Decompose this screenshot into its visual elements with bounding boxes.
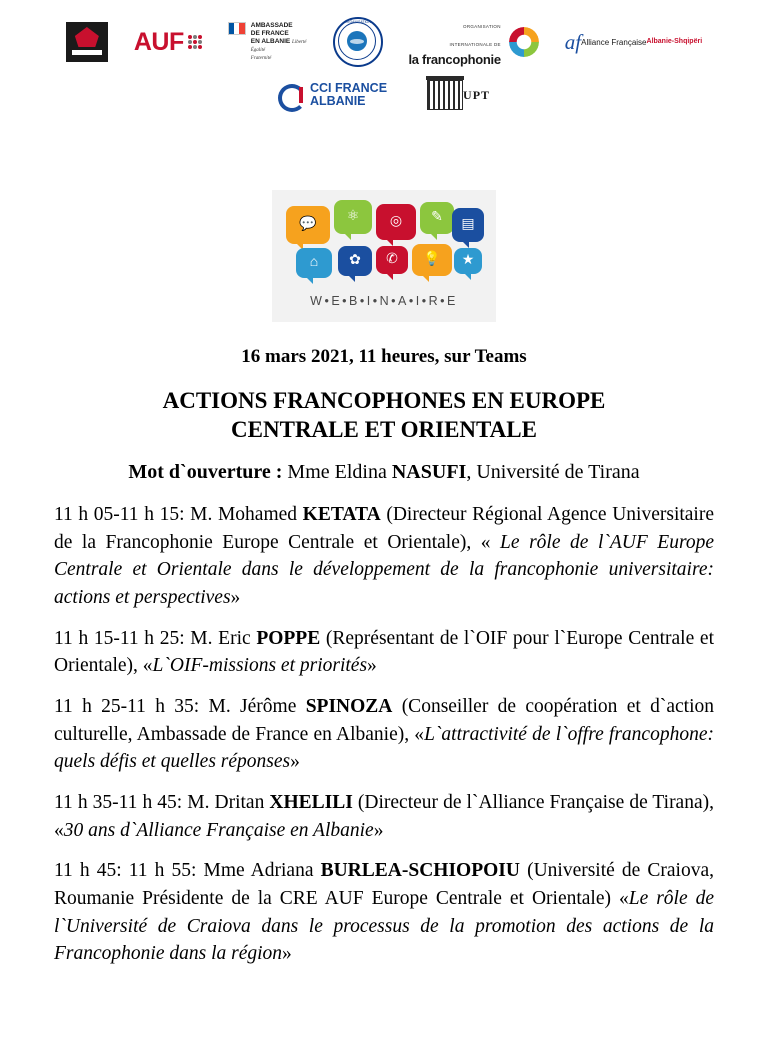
opening-remarks-line: [54, 458, 714, 486]
session-speaker-prefix: M. Jérôme: [208, 695, 306, 717]
session-time: 11 h 45: 11 h 55:: [54, 860, 204, 882]
bubble-glyph: ◎: [389, 214, 403, 229]
session-speaker: XHELILI: [269, 792, 353, 814]
session-talk-title: L`attractivité de l`offre francophone: quels défis et quelles réponses: [54, 723, 714, 773]
session-quote-close: »: [367, 655, 377, 677]
speech-bubble-icon: [334, 200, 372, 234]
opening-suffix: , Université de Tirana: [466, 461, 640, 484]
session-speaker-prefix: M. Mohamed: [190, 503, 303, 525]
session-time: 11 h 35-11 h 45:: [54, 792, 188, 814]
session-time: 11 h 15-11 h 25:: [54, 627, 191, 649]
oif-title: la francophonie: [408, 52, 501, 67]
french-flag-icon: [228, 22, 246, 35]
bubble-glyph: ⚛: [346, 209, 360, 224]
motto-line3: Fraternité: [250, 56, 272, 62]
session-role: (Représentant de l`OIF pour l`Europe Centrale et Orientale), «: [54, 627, 714, 677]
bubble-glyph: ✿: [349, 253, 361, 268]
cci-line1: CCI FRANCE: [309, 80, 388, 95]
session-item: [54, 501, 714, 612]
francophonie-logo: [409, 15, 539, 69]
bubble-glyph: ★: [461, 253, 475, 268]
af-line2: Albanie-Shqipëri: [646, 38, 703, 46]
session-speaker-prefix: M. Dritan: [187, 792, 270, 814]
af-monogram: af: [564, 29, 582, 54]
cci-line2: ALBANIE: [309, 94, 366, 108]
opening-prefix: Mme Eldina: [287, 461, 392, 484]
speech-bubble-icon: [420, 202, 454, 234]
session-role: (Directeur Régional Agence Universitaire de la Francophonie Europe Centrale et Orientale), «: [54, 503, 714, 553]
upt-label: UPT: [463, 88, 491, 102]
seal-caption: ORGANISATION: [344, 20, 371, 24]
oif-line2: INTERNATIONALE DE: [449, 42, 501, 47]
bubble-glyph: 💡: [423, 252, 441, 267]
session-item: [54, 693, 714, 776]
session-speaker: SPINOZA: [305, 695, 393, 717]
ambassade-de-france-logo: [228, 22, 307, 63]
bubble-glyph: 💬: [299, 217, 317, 232]
session-role: (Université de Craiova, Roumanie Présidente de la CRE AUF Europe Centrale et Orientale) «: [54, 860, 715, 910]
speech-bubble-icon: [376, 246, 408, 274]
af-line1: Alliance Française: [581, 38, 647, 48]
page-title: [54, 387, 714, 445]
speech-bubble-icon: [338, 246, 372, 276]
page-title-line2: CENTRALE ET ORIENTALE: [231, 416, 537, 442]
session-speaker-prefix: Mme Adriana: [203, 860, 321, 882]
ambassade-line3: EN ALBANIE: [250, 37, 291, 45]
session-talk-title: Le rôle de l`Université de Craiova dans le processus de la promotion des actions de la Francophonie dans la région: [54, 888, 714, 965]
session-talk-title: Le rôle de l`AUF Europe Centrale et Orientale dans le développement de la francophonie universitaire: actions et perspectives: [54, 531, 714, 608]
cci-france-albanie-logo: [278, 82, 387, 109]
logo-row-secondary: [54, 72, 714, 118]
francophonie-circle-icon: [509, 27, 539, 57]
webinaire-banner-word: W•E•B•I•N•A•I•R•E: [310, 294, 458, 308]
session-role: (Directeur de l`Alliance Française de Tirana), «: [54, 792, 714, 841]
auf-logo-text: AUF: [133, 27, 184, 56]
opening-separator: :: [270, 461, 288, 484]
webinaire-banner-wrap: [54, 190, 714, 322]
ambassade-line1: AMBASSADE: [250, 21, 293, 29]
speech-bubble-icon: [412, 244, 452, 276]
speech-bubble-icon: [286, 206, 330, 244]
oif-line1: ORGANISATION: [463, 24, 501, 29]
session-speaker: BURLEA-SCHIOPOIU: [320, 860, 520, 882]
session-time: 11 h 25-11 h 35:: [54, 695, 209, 717]
document-body: [54, 344, 714, 968]
session-quote-close: »: [373, 819, 384, 841]
upt-logo: [427, 80, 490, 110]
session-item: [54, 625, 714, 680]
upt-building-icon: [427, 80, 463, 110]
motto-line2: Égalité: [250, 48, 266, 54]
session-quote-close: »: [290, 751, 300, 773]
university-emblem-logo: [66, 22, 108, 62]
cci-mark-icon: [278, 82, 304, 108]
webinaire-banner: [272, 190, 496, 322]
session-item: [54, 789, 714, 844]
session-time: 11 h 05-11 h 15:: [54, 503, 191, 525]
ambassade-logo-text: [251, 22, 307, 63]
bubble-glyph: ✎: [431, 210, 443, 225]
speech-bubble-icon: [296, 248, 332, 278]
logo-row-primary: [54, 14, 714, 70]
session-quote-close: »: [282, 943, 292, 965]
auf-dots-icon: [188, 35, 202, 49]
seal-logo: [333, 17, 383, 67]
opening-speaker: NASUFI: [391, 461, 467, 484]
auf-logo: [134, 28, 202, 57]
bubble-glyph: ✆: [386, 252, 398, 267]
session-item: [54, 857, 714, 968]
bubble-glyph: ▤: [461, 217, 475, 232]
session-role: (Conseiller de coopération et d`action culturelle, Ambassade de France en Albanie), «: [54, 695, 714, 745]
motto-line1: Liberté: [292, 39, 307, 45]
alliance-francaise-logo: [564, 29, 703, 54]
session-speaker-prefix: M. Eric: [190, 627, 257, 649]
page-title-line1: ACTIONS FRANCOPHONES EN EUROPE: [162, 387, 606, 413]
session-talk-title: L`OIF-missions et priorités: [152, 655, 368, 677]
bubble-glyph: ⌂: [309, 255, 319, 270]
speech-bubble-icon: [376, 204, 416, 240]
speech-bubble-icon: [452, 208, 484, 242]
opening-label: Mot d`ouverture: [128, 461, 271, 484]
session-quote-close: »: [230, 586, 241, 608]
event-date-line: 16 mars 2021, 11 heures, sur Teams: [241, 346, 527, 367]
session-talk-title: 30 ans d`Alliance Française en Albanie: [63, 819, 374, 841]
session-speaker: KETATA: [302, 503, 381, 525]
ambassade-line2: DE FRANCE: [250, 29, 289, 37]
session-speaker: POPPE: [256, 627, 321, 649]
speech-bubble-icon: [454, 248, 482, 274]
